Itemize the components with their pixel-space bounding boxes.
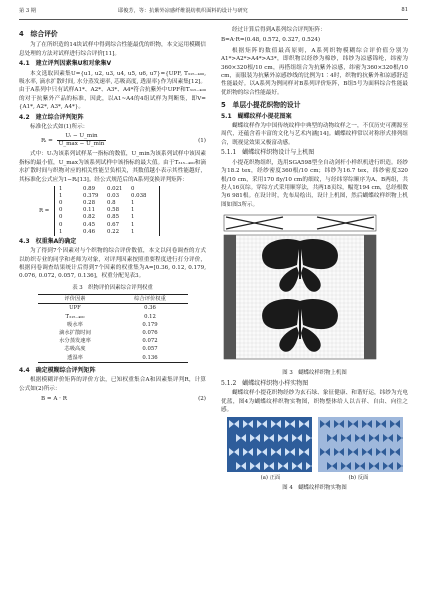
matrix-cell: 1: [131, 228, 135, 235]
matrix-row: [59, 200, 155, 207]
matrix-label: R =: [39, 207, 50, 214]
table-row: [38, 304, 188, 313]
section-4-4-title: 4.4 确定模糊综合评判矩阵: [19, 366, 96, 374]
matrix-cell: 0.82: [83, 214, 96, 221]
running-header: [0, 0, 427, 22]
factor-cell: 透湿率: [67, 354, 83, 361]
paragraph: 为了在所织造的14块试样中得到综合性能最优的织物，本文运用模糊信息处理的方法对试样进行综合评价[11]。: [19, 42, 206, 57]
paragraph: 为了得到7个因素对与个织物的综合评价数值，本文以问卷调查的方式以纺织专业的同学和老师为对象，对评判因素按照重要程度进行打分评价，根据问卷调查结果统计后得到7个因素的权重集为A=[0.36, 0.12, 0.179, 0.076, 0.072, 0.057, 0.136]，权重分配见表3。: [19, 248, 206, 280]
factor-cell: T₃₁₅₋₄₀₀: [65, 313, 85, 320]
matrix-cell: 0.85: [107, 214, 120, 221]
formula-2: [41, 395, 206, 403]
figure-4-subcaptions: [227, 474, 403, 482]
right-column: [221, 26, 408, 495]
paragraph: 根据模糊评价矩阵的评价方法，已知权重集合A和因素集评判R，计算公式如(2)所示：: [19, 377, 206, 392]
loom-drawing-figure: [221, 213, 379, 363]
weight-cell: 0.076: [142, 330, 158, 336]
matrix-cell: 0.28: [83, 200, 96, 207]
matrix-cell: 1: [59, 186, 63, 193]
factor-cell: 芯吸高度: [64, 346, 86, 353]
selvedge-right: [364, 235, 376, 359]
judgment-matrix: [39, 186, 206, 236]
section-5-1-2-title: 5.1.2 蝴蝶纹样织物小样实物图: [221, 379, 309, 387]
weight-cell: 0.057: [142, 346, 158, 353]
equation-number: (1): [198, 138, 206, 145]
table-row: [38, 321, 188, 329]
table-row: [38, 329, 188, 337]
matrix-cell: 0: [59, 207, 63, 214]
matrix-cell: 1: [59, 193, 63, 200]
matrix-row: [59, 207, 155, 214]
matrix-row: [59, 229, 155, 236]
section-4-title: 4 综合评价: [19, 30, 58, 38]
matrix-cell: 0.58: [107, 207, 120, 214]
weight-cell: 0.36: [144, 305, 156, 312]
matrix-cell: 1: [131, 207, 135, 214]
table-row: [38, 345, 188, 353]
weight-cell: 0.179: [142, 321, 158, 328]
subcaption-back: (b) 反面: [348, 474, 369, 481]
table-row: [38, 337, 188, 345]
paragraph: 小提花织物组织，选用SGA598型全自动剑杆小样织机进行织造。经纱为18.2 tex，经纱密度360根/10 cm；纬纱为16.7 tex，纬纱密度320根/10 cm，采用170 fly/10 cm的细纹，与经纬穿综顺序为A、B两组，共投人16页综。穿综方式采用顺穿法，共两18页综，幅宽194 cm，总经根数为6 981根。在设计时，先布局绘出，设计上机图，然后蝴蝶纹样织物上机图如图3所示。: [221, 159, 408, 208]
matrix-cell: 0: [59, 214, 63, 221]
matrix-cell: 0: [59, 221, 63, 228]
fraction-denominator: U_max − U_min: [58, 141, 105, 148]
factor-cell: 滴水扩散时间: [59, 330, 91, 336]
issue-number: 第 3 期: [19, 8, 36, 14]
matrix-cell: 0.379: [83, 193, 99, 200]
left-column: [19, 26, 206, 405]
table-row: [38, 313, 188, 321]
paragraph: 经过计算后得到A系列综合评判矩阵：: [232, 27, 326, 33]
matrix-body: [54, 186, 160, 236]
matrix-cell: 0.45: [83, 221, 96, 228]
factor-cell: 水分蒸发速率: [59, 338, 91, 345]
weight-cell: 0.136: [142, 354, 158, 361]
factor-cell: 吸水率: [67, 321, 83, 328]
matrix-cell: 1: [131, 221, 135, 228]
paragraph: 式中：Uᵢ为该系列试样某一指标的数值，U_min为该系列试样中该因素指标的最小值，U_max为该系列试样中该指标的最大值。由于T₃₁₅₋₄₀₀和滴水扩散时间与织物对应的相关性能呈负相关，其数值越小表示其性能越好，其标准化公式应为1−Rᵢ[13]。经公式规范后的A系列变换评判矩阵：: [19, 151, 206, 183]
matrix-cell: 0: [59, 200, 63, 207]
matrix-cell: 1: [59, 228, 63, 235]
matrix-cell: 0.46: [83, 228, 96, 235]
formula-body: B = A · R: [41, 396, 67, 403]
table-row: [38, 354, 188, 363]
paragraph: 标准化公式如(1)所示：: [30, 124, 89, 131]
column-header: 评价因素: [64, 296, 86, 303]
matrix-cell: 0.67: [107, 221, 120, 228]
fabric-front-photo: [227, 417, 312, 472]
formula-3: B=A·R=(0.48, 0.572, 0.327, 0.524): [221, 37, 321, 44]
matrix-cell: 0.11: [83, 207, 96, 214]
table-3-caption: 表 3 织物评价因素综合评判权重: [72, 284, 153, 291]
matrix-row: [59, 186, 155, 193]
formula-1: [41, 133, 206, 148]
subcaption-front: (a) 正面: [260, 474, 281, 481]
matrix-cell: 1: [131, 200, 135, 207]
section-4-1-title: 4.1 建立评判因素集U和对象集V: [19, 60, 112, 68]
fraction-numerator: Uᵢ − U_min: [57, 133, 107, 141]
weight-cell: 0.12: [144, 313, 156, 320]
matrix-cell: 0.021: [107, 186, 123, 193]
paragraph: 根据矩阵的数值最高原则，A系列织物模糊综合评价值分别为A1*>A2*>A4*>A3*，即织物以经纱为棉纱，纬纱为凉感锦纶，纬密为360×320根/10 cm，再搭组组合为抗紫外凉感，纬密为360×320根/10 cm，而服装为抗紫外凉感纱线的比例为1∶4时，织物的抗紫外和凉感舒适性能最好。以A系列为例同样对B系列评价矩阵，B组5号为面料综合性能最优织物的综合性能最好。: [221, 47, 408, 96]
fabric-back-photo: [318, 417, 403, 472]
running-title: 耶俊芳，等：抗紫外凉感纤维混纺机织面料的设计与研究: [118, 8, 248, 14]
matrix-row: [59, 193, 155, 200]
equation-number: (2): [198, 396, 206, 403]
column-header: 综合评价权重: [134, 296, 166, 303]
factor-cell: UPF: [69, 305, 81, 312]
page-number: 81: [401, 7, 408, 13]
section-4-3-title: 4.3 权重集A的确定: [19, 237, 77, 245]
weight-table: [38, 294, 188, 363]
header-rule: [19, 19, 408, 20]
formula-lhs: Rᵢ =: [41, 138, 53, 145]
matrix-cell: 0.03: [107, 193, 120, 200]
section-5-1-1-title: 5.1.1 蝴蝶纹样织物设计与上机图: [221, 149, 315, 157]
fabric-photo-figure: [227, 417, 403, 472]
section-5-1-title: 5.1 蝴蝶纹样小提花图案: [221, 112, 292, 120]
matrix-cell: 1: [131, 214, 135, 221]
weight-cell: 0.072: [142, 338, 158, 345]
matrix-cell: 0: [131, 186, 135, 193]
matrix-cell: 0.22: [107, 228, 120, 235]
matrix-row: [59, 222, 155, 229]
figure-3-caption: 图 3 蝴蝶纹样织物上机图: [282, 369, 347, 376]
matrix-cell: 0.89: [83, 186, 96, 193]
selvedge-left: [224, 235, 236, 359]
figure-4-caption: 图 4 蝴蝶纹样织物实物图: [282, 484, 347, 491]
matrix-row: [59, 214, 155, 221]
fraction: [57, 133, 107, 148]
section-5-title: 5 单层小提花织物的设计: [221, 101, 301, 110]
paragraph: 蝴蝶纹样小提花织物经纱为玄石绿、象征健康、和谐好运，纬纱为充电优蓝，图4为蝴蝶纹样织物实物图，织物整体给人以吉祥、自由、向往之感。: [221, 390, 408, 414]
table-header-row: [38, 295, 188, 304]
matrix-cell: 0.038: [131, 193, 147, 200]
paragraph: 本文选取因素集U={u1, u2, u3, u4, u5, u6, u7}={UPF, T₃₁₅₋₄₀₀, 吸水率, 滴水扩散时间, 水分蒸发速率, 芯吸高度, 透湿率}作为因素集[12]。由于A系列中只有试样A1*、A2*、A3*、A4*符合抗紫外中UPF和T₃₁₅₋₄₀₀的对于抗紫外产品的标准，因此，以A1~A4的4组试样为判断集，即V={A1*, A2*, A3*, A4*}。: [19, 70, 206, 111]
threading-draft: [224, 215, 376, 231]
matrix-cell: 0.8: [107, 200, 116, 207]
paragraph: 蝴蝶纹样作为中国传统纹样中典型的动物纹样之一，不仅历史可溯源至周代，还蕴含着丰富的文化与艺术内涵[14]。蝴蝶纹样常以对称形式排列组合，既视觉效果又极富动感。: [221, 123, 408, 146]
section-4-2-title: 4.2 建立综合评判矩阵: [19, 113, 84, 121]
